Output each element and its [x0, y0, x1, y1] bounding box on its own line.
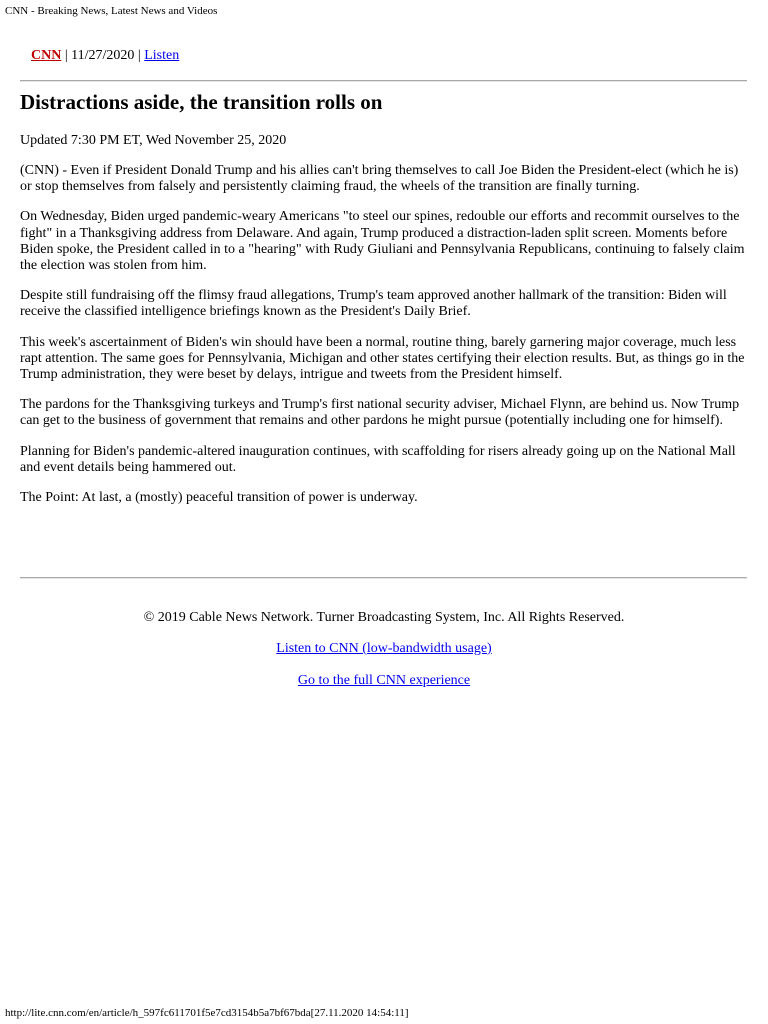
cnn-brand-link[interactable]: CNN [31, 48, 62, 63]
masthead [31, 47, 179, 65]
top-divider [20, 80, 747, 82]
masthead-date: 11/27/2020 [71, 48, 135, 63]
bottom-divider [20, 577, 747, 579]
masthead-separator: | [61, 48, 72, 63]
article-headline: Distractions aside, the transition rolls on [20, 90, 383, 114]
article-updated-timestamp: Updated 7:30 PM ET, Wed November 25, 2020 [20, 133, 287, 148]
masthead-separator: | [134, 48, 145, 63]
article-paragraph: The pardons for the Thanksgiving turkeys and Trump's first national security adviser, Michael Flynn, are behind us. Now Trump can get to the business of government that remains and other pardons he might pursue (potentially including one for himself). [20, 397, 740, 429]
article-paragraph: Planning for Biden's pandemic-altered inauguration continues, with scaffolding for risers already going up on the National Mall and event details being hammered out. [20, 443, 736, 475]
footer-link-row [0, 640, 768, 658]
page-footer [0, 609, 768, 704]
copyright-notice: © 2019 Cable News Network. Turner Broadcasting System, Inc. All Rights Reserved. [143, 610, 625, 625]
article-paragraph: On Wednesday, Biden urged pandemic-weary Americans "to steel our spines, redouble our efforts and recommit ourselves to the fight" in a Thanksgiving address from Delaware. And again, Trump produced a distraction-laden split screen. Moments before Biden spoke, the President called in to a "hearing" with Rudy Giuliani and Pennsylvania Republicans, continuing to falsely claim the election was stolen from him. [20, 209, 745, 274]
listen-to-cnn-link[interactable]: Listen to CNN (low-bandwidth usage) [276, 641, 492, 656]
print-header-title: CNN - Breaking News, Latest News and Videos [5, 5, 218, 17]
article-paragraph: Despite still fundraising off the flimsy fraud allegations, Trump's team approved another hallmark of the transition: Biden will receive the classified intelligence briefings known as the President's Daily Brief. [20, 288, 727, 320]
article-body [20, 163, 746, 520]
article-paragraph: The Point: At last, a (mostly) peaceful transition of power is underway. [20, 490, 418, 506]
article-paragraph: This week's ascertainment of Biden's win should have been a normal, routine thing, barely garnering major coverage, much less rapt attention. The same goes for Pennsylvania, Michigan and other states certifying their election results. But, as things go in the Trump administration, they were beset by delays, intrigue and tweets from the President himself. [20, 334, 745, 383]
full-cnn-experience-link[interactable]: Go to the full CNN experience [297, 673, 471, 688]
listen-link[interactable]: Listen [144, 48, 180, 63]
print-footer-url: http://lite.cnn.com/en/article/h_597fc611701f5e7cd3154b5a7bf67bda[27.11.2020 14:54:11] [5, 1007, 409, 1019]
footer-link-row [0, 672, 768, 690]
article-paragraph: (CNN) - Even if President Donald Trump and his allies can't bring themselves to call Joe Biden the President-elect (which he is) or stop themselves from falsely and persistently claiming fraud, the wheels of the transition are finally turning. [20, 163, 739, 195]
